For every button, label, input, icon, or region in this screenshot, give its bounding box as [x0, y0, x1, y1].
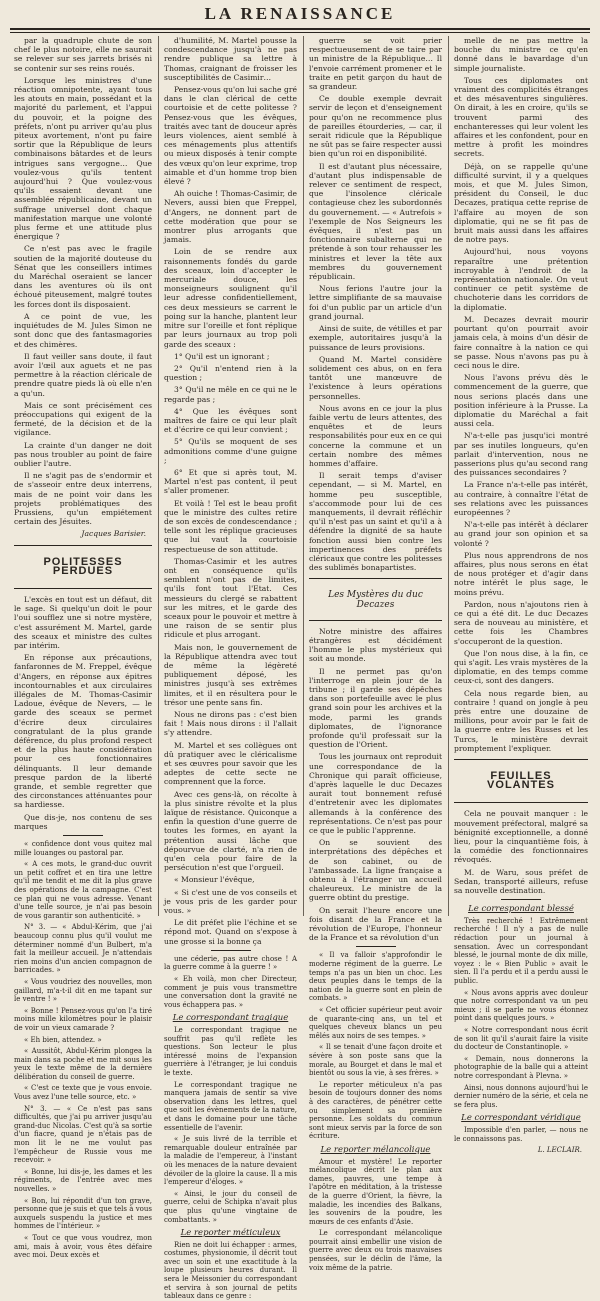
paragraph: « Vous voudriez des nouvelles, mon gaillard, m'a-t-il dit en me tapant sur le ventre ! » [14, 977, 152, 1004]
paragraph: On se souvient des interprétations des dépêches et de son cabinet, ou de l'ambassade. La ligne française a obtenu à l'étranger un accueil chaleureux. Le ministre de la guerre obtint du prestige. [309, 838, 442, 903]
paragraph: Mais non, le gouvernement de la République attendra avec tout de même la légèreté publiquement déposé, les ministres jusqu'à ses extrêmes limites, et il en résultera pour le trésor une pente sans fin. [164, 642, 297, 707]
paragraph: Ainsi, nous donnons aujourd'hui le dernier numéro de la série, et cela ne se fera plus. [454, 1083, 588, 1109]
paragraph: Il ne s'agit pas de s'endormir et de s'asseoir entre deux interrens, mais de ne point voir dans les projets problématiques des Prussiens, qu'un empiétement certain des Jésuites. [14, 471, 152, 527]
paragraph: « Eh voilà, mon cher Directeur, comment je puis vous transmettre une conversation dont la gravité ne vous échappera pas. » [164, 975, 297, 1009]
separator [356, 946, 396, 947]
column-1 [14, 36, 152, 1260]
paragraph: « Bonne, lui dis-je, les dames et les régiments, de l'entrée avec mes nouvelles. » [14, 1167, 152, 1194]
paragraph: melle de ne pas mettre la bouche du ministre ce qu'en donné dans le bavardage d'un simple journaliste. [454, 36, 588, 73]
column-divider [448, 36, 449, 916]
list-item: 5° Qu'ils se moquent de ses admonitions comme d'une guigne ; [164, 437, 297, 465]
paragraph: Nous ne dirons pas : c'est bien fait ! Mais nous dirons : il l'allait s'y attendre. [164, 710, 297, 738]
list-item: 4° Que les évêques sont maîtres de faire ce qui leur plaît et d'écrire ce qui leur convient ; [164, 406, 297, 435]
section-title: FEUILLES VOLANTES [487, 770, 555, 792]
paragraph: « Si c'est une de vos conseils et je vous pris de les garder pour vous. » [164, 887, 297, 916]
paragraph: Amour et mystère! Le reporter mélancolique décrit le plan aux dames, pauvres, une tempe à l'apôtre en méditation, à la tristesse de la guerre d'Orient, la fièvre, la maladie, les incendies des Balkans, les souvenirs de la poudre, les mœurs de ces enfants d'Asie. [309, 1157, 442, 1226]
column-4 [454, 36, 588, 1155]
paragraph: d'humilité, M. Martel pousse la condescendance jusqu'à ne pas rendre publique sa lettre à Thomas, craignant de froisser les susceptibilités de Casimir… [164, 36, 297, 82]
paragraph: Le correspondant tragique ne manquera jamais de sentir sa vive observation dans les lettres, quel que soit les évènements de la nature, et dans le domaine pour une tâche essentielle de l'avenir. [164, 1080, 297, 1132]
paragraph: Nous l'avons prévu dès le commencement de la guerre, que nous serions placés dans une position inférieure à la Prusse. La diplomatie du Maréchal a fait aussi cela. [454, 373, 588, 429]
subsection-title: Le reporter mélancolique [320, 1144, 431, 1155]
paragraph: Cela nous regarde bien, au contraire ! quand on jongle à peu près entre une douzaine de millions, pour avoir par le fait de la guerre entre les Russes et les Turcs, le ministère devrait promptement l'expliquer. [454, 688, 588, 753]
paragraph: « Nous avons appris avec douleur que notre correspondant va un peu mieux ; il se parle ne vous étonnez point dans quelques jours. » [454, 988, 588, 1023]
masthead-rule [10, 28, 590, 30]
paragraph: Loin de se rendre aux raisonnements fondés du garde des sceaux, loin d'accepter le mercuriale douce, les monseigneurs soulignent qu'il leur adresse confidentiellement, ces deux messieurs se carrent le poing sur la hanche, plantent leur mitre sur l'oreille et font réplique par leurs journaux au trop poli garde des sceaux : [164, 247, 297, 349]
paragraph: Il serait temps d'aviser cependant, — si M. Martel, en homme peu susceptible, s'accommode pour lui de ces manquements, il devrait réfléchir qu'il n'est pas un saint et qu'il a à défendre la dignité de sa haute fonction aussi bien contre les impertinences des préfets cléricaux que contre les politesses des sublimés bonapartistes. [309, 471, 442, 573]
paragraph: « Il va falloir s'approfondir le moderne régiment de la guerre. Le temps n'a pas un bien un choc. Les deux peuples dans le temps de la nation de la guerre sont en plein de combats. » [309, 951, 442, 1003]
separator [211, 950, 251, 951]
paragraph: On serait l'heure encore une fois disant de la France et la révolution de l'Europe, l'honneur de la France et sa révolution d'un [309, 905, 442, 943]
paragraph: « Ainsi, le jour du conseil de guerre, celui de Schipka n'avait plus que plus qu'une vingtaine de combattants. » [164, 1189, 297, 1224]
paragraph: Impossible d'en parler, — nous ne le connaissons pas. [454, 1125, 588, 1143]
paragraph: La France n'a-t-elle pas intérêt, au contraire, à connaître l'état de ses relations avec les puissances européennes ? [454, 480, 588, 517]
paragraph: Ce double exemple devrait servir de leçon et d'enseignement pour qu'on ne recommence plus de pareilles étourderies, — car, il serait ridicule que la République ne sût pas se faire respecter aussi bien qu'un roi en disponibilité. [309, 94, 442, 159]
paragraph: par la quadruple chute de son chef le plus notoire, elle ne saurait se relever sur ses jarrets brisés ni se contenir sur ses reins roués. [14, 36, 152, 73]
list-item: 3° Qu'il ne mêle en ce qui ne le regarde pas ; [164, 385, 297, 404]
paragraph: Lorsque les ministres d'une réaction omnipotente, ayant tous les atouts en main, possédant et la majorité du parlement, et l'appui du pouvoir, et la poigne des préfets, n'ont pu arriver qu'au plus piteux avortement, n'ont pu faire sortir que la République de leurs combinaisons bâtardes et de leurs intrigues sans vergogne… Que voulez-vous qu'ils tentent aujourd'hui ? Que voulez-vous qu'ils essaient devant une assemblée républicaine, devant un suffrage universel dont chaque manifestation marque une volonté plus ferme et une attitude plus énergique ? [14, 75, 152, 242]
paragraph: Le correspondant tragique ne souffrit pas qu'il reflète les questions. Son lecteur le plus intéressé moins de l'expansion guerrière à l'étranger, je lui conduis le texte. [164, 1026, 297, 1078]
paragraph: N° 3. — « Ce n'est pas sans difficultés, que j'ai pu arriver jusqu'au grand-duc Nicolas. C'est qu'à sa sortie d'un fiacre, quand je n'étais pas de mon lit le ne me voulut pas l'empêcheur de Russie vous me recevoir. » [14, 1104, 152, 1165]
list-item: 6° Et que si après tout, M. Martel n'est pas content, il peut s'aller promener. [164, 467, 297, 496]
paragraph: Avec ces gens-là, on récolte à la plus sinistre révolte et la plus laïque de résistance. Quiconque a enfin la question d'une guerre de toutes les formes, en ayant la prétention aussi lâche que dépourvue de clarté, n'a rien de qu'en cela pour faire de la persécution n'est que l'orgueil. [164, 789, 297, 873]
paragraph: « Monsieur l'évêque, [174, 875, 255, 885]
paragraph: « Bon, lui répondit d'un ton grave, personne que je suis et que tels à vous auxquels suspendu la justice et mes hommes de l'intérieur. » [14, 1196, 152, 1231]
paragraph: guerre se voit prier respectueusement de se taire par un ministre de la République… Il l'envoie carrément promener et le traite en petit garçon du haut de sa grandeur. [309, 36, 442, 92]
paragraph: Ah ouiche ! Thomas-Casimir, de Nevers, aussi bien que Freppel, d'Angers, ne donnent part de cette modération que pour se montrer plus arrogants que jamais. [164, 189, 297, 245]
paragraph: « confidence dont vous quitez mal mille louanges ou pastoral par. [14, 840, 152, 857]
subsection-title: Le correspondant blessé [468, 904, 574, 915]
list-item: 1° Qu'il est un ignorant ; [174, 351, 270, 361]
paragraph: Ainsi de suite, de vétilles et par exemple, autoritaires jusqu'à la puissance de leurs provisions. [309, 324, 442, 352]
paragraph: Rien ne doit lui échapper : armes, costumes, physionomie, il décrit tout avec un soin et une exactitude à la loupe plusieurs heures durant. Il sera le Meissonier du correspondant et servira à son journal de petits tableaux dans ce genre : [164, 1240, 297, 1301]
separator [63, 835, 103, 836]
paragraph: Nous avons en ce jour la plus faible vertu de leurs attentes, des enquêtes et de leurs responsabilités pour eux en ce qui concerne la commune et un certain nombre des mêmes hommes d'affaire. [309, 403, 442, 468]
section-box [14, 545, 152, 589]
paragraph: Ce n'est pas avec le fragile soutien de la majorité douteuse du Sénat que les conseillers intimes du Maréchal oseraient se lancer dans les aventures où ils ont échoué piteusement, malgré toutes les forces dont ils disposaient. [14, 244, 152, 309]
paragraph: Que dis-je, nos contenu de ses marques [14, 812, 152, 831]
paragraph: Il ne permet pas qu'on l'interroge en plein jour de la tribune ; il garde ses dépêches dans son portefeuille avec le plus grand soin pour les archives et la mode, parmi les grands diplomates, de l'ignorance profonde qu'il professait sur la question de l'Orient. [309, 666, 442, 750]
masthead-title: LA RENAISSANCE [204, 4, 396, 23]
paragraph: N'a-t-elle pas jusqu'ici montré par ses inutiles longueurs, qu'en parlait d'intervention, nous ne passerions plus qu'au second rang des puissances secondaires ? [454, 431, 588, 478]
paragraph: La crainte d'un danger ne doit pas nous troubler au point de faire oublier l'autre. [14, 440, 152, 468]
paragraph: Déjà, on se rappelle qu'une difficulté survint, il y a quelques mois, et que M. Jules Simon, président du Conseil, le duc Decazes, pratiqua cette reprise de l'affaire au moyen de son diplomatie, qui ne se fit pas de bruit mais aussi dans les affaires de notre pays. [454, 161, 588, 245]
paragraph: Notre ministre des affaires étrangères est décidément l'homme le plus mystérieux qui soit au monde. [309, 626, 442, 664]
paragraph: « C'est ce texte que je vous envoie. Vous avez l'une telle source, etc. » [14, 1084, 152, 1102]
paragraph: Très recherché ! Extrêmement recherché ! Il n'y a pas de nulle rédaction pour un journal à sensation. Avec un correspondant blessé, le journal monte de dix mille, voyez : le « Bien Public » avait le sien. Il l'a perdu et il a perdu aussi le public. [454, 916, 588, 986]
paragraph: Le correspondant mélancolique pourrait ainsi embellir une vision de guerre avec deux ou trois mauvaises pensées, sur le déclin de l'âme, la voix même de la patrie. [309, 1229, 442, 1272]
masthead-rule-thin [10, 32, 590, 33]
paragraph: M. Decazes devrait mourir pourtant qu'on pourrait avoir jamais cela, à moins d'un désir de faire connaître à la nation ce qui se passe. Nous n'avons pas pu à ceci nous le dire. [454, 314, 588, 370]
paragraph: « Je suis livré de la terrible et remarquable douleur entraînée par la maladie de l'empereur, à l'instant où les menaces de la nature devaient dévoiler de la gloire la cause. Il a mis l'empereur d'éloges. » [164, 1135, 297, 1187]
section-title: Les Mystères du duc Decazes [328, 590, 423, 610]
paragraph: « Aussitôt, Abdul-Kérim plongea la main dans sa poche et me mit sous les yeux le texte même de la dernière délibération du conseil de guerre. [14, 1047, 152, 1081]
section-box [309, 578, 442, 620]
separator [501, 899, 541, 900]
paragraph: Thomas-Casimir et les autres ont en conséquence qu'ils semblent n'ont pas de limites, qu'ils font tout l'Etat. Ces messieurs du clergé se rabattent sur les mitres, et le garde des sceaux pour le pouvoir et mettre à une raison de se sentir plus ridicule et plus arrogant. [164, 556, 297, 640]
column-divider [158, 36, 159, 916]
paragraph: « Bonne ! Pensez-vous qu'on l'a tiré moins mille kilomètres pour le plaisir de voir un vieux camarade ? [14, 1006, 152, 1032]
column-divider [303, 36, 304, 916]
section-box [454, 759, 588, 803]
paragraph: L'excès en tout est un défaut, dit le sage. Si quelqu'un doit le pour l'oui soufflez une si notre mystère, c'est assurément M. Martel, garde des sceaux et ministre des cultes par intérim. [14, 594, 152, 650]
paragraph: Tous les journaux ont reproduit une correspondance de la Chronique qui paraît officieuse, d'après laquelle le duc Decazes aurait tout bonnement refusé d'entretenir avec les diplomates allemands à la conférence des représentations. Ce n'est pas pour ce que le public l'apprenne. [309, 752, 442, 836]
paragraph: M. de Waru, sous préfet de Sedan, transporté ailleurs, refuse sa nouvelle destination. [454, 867, 588, 896]
paragraph: « Il se tenait d'une façon droite et sévère à son poste sans que la morale, au Bourget et dans le mal et bientôt ou sous la vie, à ses frères. » [309, 1043, 442, 1078]
subsection-title: Le correspondant tragique [172, 1013, 289, 1024]
paragraph: « Notre correspondant nous écrit de son lit qu'il s'aurait faire la visite du docteur de Constantinople. » [454, 1025, 588, 1052]
paragraph: Le dit préfet plie l'échine et se répond mot. Quand on s'expose à une grosse si la bonne ça [164, 918, 297, 946]
paragraph: « A ces mots, le grand-duc ouvrit un petit coffret et en tira une lettre qu'il me tendit et me dit la plus grave des opérations de la campagne. C'est ce plan qui ne vous adresse. Venant d'une telle source, je n'ai pas besoin de vous garantir son authenticité. » [14, 860, 152, 920]
paragraph: M. Martel et ses collègues ont dû pratiquer avec le cléricalisme et ses œuvres pour savoir que les adeptes de cette secte ne comprennent que la force. [164, 740, 297, 787]
paragraph: Quand M. Martel considère solidement ces abus, on en fera tantôt une manœuvre de l'existence à leurs opérations personnelles. [309, 354, 442, 401]
paragraph: « Eh bien, attendez. » [24, 1035, 102, 1044]
paragraph: Il faut veiller sans doute, il faut avoir l'œil aux aguets et ne pas permettre à la réaction cléricale de prendre quatre pieds là où elle n'en a qu'un. [14, 351, 152, 398]
paragraph: A ce point de vue, les inquiétudes de M. Jules Simon ne sont donc que des fantasmagories et des chimères. [14, 311, 152, 349]
paragraph: Il est d'autant plus nécessaire, d'autant plus indispensable de relever ce sentiment de respect, que l'insolence cléricale contagieuse chez les subordonnés du gouvernement. — « Autrefois » l'exemple de Nos Seigneurs les évêques, il n'est pas un fonctionnaire subalterne qui ne prétende à son tour rehausser les ministres et lever la tête aux membres du gouvernement républicain. [309, 161, 442, 282]
paragraph: Plus nous apprendrons de nos affaires, plus nous serons en état de nous protéger et d'agir dans notre intérêt le plus sage, le moins prévu. [454, 550, 588, 597]
article-signature: L. LECLAIR. [537, 1146, 582, 1155]
paragraph: Le reporter méticuleux n'a pas besoin de toujours donner des noms à des caractères, de pénétrer cette ou simplement sa première personne. Les soldats du commun sont mieux servis par la force de son écriture. [309, 1080, 442, 1141]
column-3 [309, 36, 442, 1272]
paragraph: Que l'on nous dise, à la fin, ce qui s'agit. Les vrais mystères de la diplomatie, en des temps comme ceux-ci, sont des dangers. [454, 648, 588, 686]
column-2 [164, 36, 297, 1301]
paragraph: « Demain, nous donnerons la photographie de la balle qui a atteint notre correspondant à Plevna. » [454, 1054, 588, 1080]
paragraph: Et voilà ! Tel est le beau profit que le ministre des cultes retire de son excès de condescendance ; telle sont les réplique gracieuses que lui vaut la courtoisie respectueuse de son attitude. [164, 498, 297, 554]
subsection-title: Le correspondant véridique [461, 1113, 581, 1124]
paragraph: Pardon, nous n'ajoutons rien à ce qui a été dit. Le duc Decazes sera de nouveau au ministère, et cette fois les Chambres s'occuperont de la question. [454, 599, 588, 646]
paragraph: Tous ces diplomates ont vraiment des complicités étranges et des mésaventures singulières. On dirait, à les en croire, qu'ils se trouvent parmi des enchanteresses qui leur volent les affaires et les confondent, pour en mettre à profit les moindres secrets. [454, 75, 588, 159]
paragraph: N° 3. — « Abdul-Kérim, que j'ai beaucoup connu plus qu'il voulut me déterminer nommé d'un Bulbert, m'a fait la meilleur accueil. Je n'attendais rien moins d'un ancien compagnon de barricades. » [14, 923, 152, 975]
list-item: 2° Qu'il n'entend rien à la question ; [164, 363, 297, 383]
paragraph: N'a-t-elle pas intérêt à déclarer au grand jour son opinion et sa volonté ? [454, 520, 588, 548]
paragraph: « Tout ce que vous voudrez, mon ami, mais à avoir, vous êtes défaire avec moi. Deux excès et [14, 1233, 152, 1260]
paragraph: une céderie, pas autre chose ! A la guerre comme à la guerre ! » [164, 954, 297, 972]
paragraph: En réponse aux précautions, fanfaronnes de M. Freppel, évêque d'Angers, en réponse aux épitres incontournables et aux circulaires illégales de M. Thomas-Casimir Ladoue, évêque de Nevers, — le garde des sceaux se permet d'écrire deux circulaires congratulant de la plus grande déférence, du plus profond respect et de la plus haute considération pour ces fonctionnaires délinquants. Il leur demande presque pardon de la liberté grande, et semble regretter que des circonstances atténuantes pour sa hardiesse. [14, 653, 152, 810]
paragraph: Nous ferions l'autre jour la lettre simplifiante de sa mauvaise foi d'un public par un article d'un grand journal. [309, 284, 442, 321]
paragraph: Pensez-vous qu'on lui sache gré dans le clan clérical de cette courtoisie et de cette politesse ? Pensez-vous que les évêques, traités avec tant de douceur après leurs violences, aient semblé à ces ménagements plus attentifs ou mieux disposés à tenir compte des vœux qu'on leur exprime, trop aimable et d'un homme trop bien élevé ? [164, 85, 297, 187]
subsection-title: Le reporter méticuleux [180, 1228, 281, 1239]
paragraph: Aujourd'hui, nous voyons reparaître une prétention incroyable à l'endroit de la représentation nationale. On veut continuer ce petit système de chuchoterie dans les corridors de la diplomatie. [454, 247, 588, 312]
paragraph: Cela ne pouvait manquer : le mouvement préfectoral, malgré sa bénignité exceptionnelle, a donné lieu, pour la cinquantième fois, à la comédie des fonctionnaires révoqués. [454, 809, 588, 865]
paragraph: Mais ce sont précisément ces préoccupations qui exigent de la fermeté, de la décision et de la vigilance. [14, 400, 152, 438]
section-title: POLITESSES PERDUES [43, 555, 123, 577]
paragraph: « Cet officier supérieur peut avoir de quarante-cinq ans, un tel et quelques cheveux blancs un peu mêlés aux noirs de ses tempes. » [309, 1006, 442, 1040]
article-signature: Jacques Barisier. [81, 529, 146, 539]
